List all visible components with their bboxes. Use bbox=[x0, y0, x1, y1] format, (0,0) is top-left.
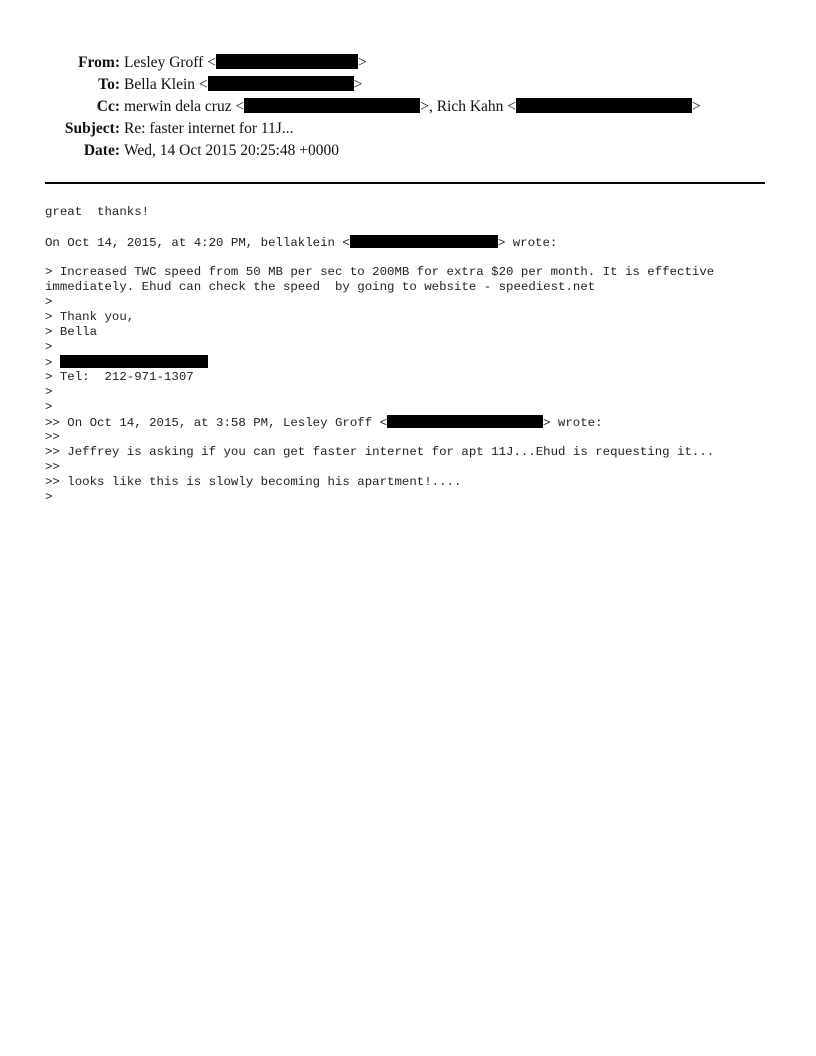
quote-intro-text: >> On Oct 14, 2015, at 3:58 PM, Lesley Groff < bbox=[45, 416, 388, 430]
date-row bbox=[0, 140, 816, 162]
body-line: > bbox=[45, 340, 53, 354]
cc-separator: >, Rich Kahn < bbox=[420, 98, 517, 115]
from-value bbox=[124, 52, 367, 74]
to-name: Bella Klein < bbox=[124, 76, 208, 93]
body-line: > Bella bbox=[45, 325, 98, 339]
redacted-email bbox=[387, 415, 543, 428]
body-line: >> bbox=[45, 430, 60, 444]
quote-intro-line bbox=[45, 415, 775, 430]
blank-line bbox=[45, 220, 775, 235]
body-line: > bbox=[45, 295, 53, 309]
redacted-email bbox=[208, 76, 354, 91]
body-line: > bbox=[45, 400, 53, 414]
subject-label: Subject: bbox=[64, 120, 120, 137]
body-line: >> looks like this is slowly becoming his apartment!.... bbox=[45, 475, 462, 489]
quote-intro-line bbox=[45, 235, 775, 250]
body-line: great thanks! bbox=[45, 205, 150, 219]
from-row bbox=[0, 52, 816, 74]
cc-value bbox=[124, 96, 701, 118]
header-divider bbox=[45, 182, 765, 184]
from-label: From: bbox=[78, 54, 120, 71]
date-label: Date: bbox=[83, 142, 120, 159]
date-value: Wed, 14 Oct 2015 20:25:48 +0000 bbox=[124, 142, 340, 159]
body-line: > Increased TWC speed from 50 MB per sec to 200MB for extra $20 per month. It is effective bbox=[45, 265, 715, 279]
quote-marker: > bbox=[45, 356, 60, 370]
body-line: immediately. Ehud can check the speed by going to website - speediest.net bbox=[45, 280, 596, 294]
body-line: >> bbox=[45, 460, 60, 474]
redacted-email bbox=[244, 98, 420, 113]
to-row bbox=[0, 74, 816, 96]
cc-name-1: merwin dela cruz < bbox=[124, 98, 245, 115]
cc-close: > bbox=[692, 98, 701, 115]
body-line: > bbox=[45, 385, 53, 399]
from-name: Lesley Groff < bbox=[124, 54, 216, 71]
cc-label: Cc: bbox=[96, 98, 120, 115]
body-line: >> Jeffrey is asking if you can get faster internet for apt 11J...Ehud is requesting it... bbox=[45, 445, 715, 459]
cc-row bbox=[0, 96, 816, 118]
to-label: To: bbox=[98, 76, 120, 93]
subject-row bbox=[0, 118, 816, 140]
quote-intro-suffix: > wrote: bbox=[497, 236, 558, 250]
email-body bbox=[45, 205, 775, 505]
signature-line bbox=[45, 355, 775, 370]
to-value bbox=[124, 74, 362, 96]
email-header bbox=[0, 52, 816, 162]
redacted-text bbox=[60, 355, 208, 368]
redacted-email bbox=[516, 98, 692, 113]
quote-intro-suffix: > wrote: bbox=[543, 416, 603, 430]
body-line: > Tel: 212-971-1307 bbox=[45, 370, 194, 384]
to-close: > bbox=[353, 76, 363, 93]
body-line: > bbox=[45, 490, 53, 504]
from-close: > bbox=[357, 54, 367, 71]
quote-intro-text: On Oct 14, 2015, at 4:20 PM, bellaklein < bbox=[45, 236, 350, 250]
redacted-email bbox=[350, 235, 498, 248]
body-line: > Thank you, bbox=[45, 310, 135, 324]
redacted-email bbox=[216, 54, 358, 69]
blank-line bbox=[45, 250, 775, 265]
subject-value: Re: faster internet for 11J... bbox=[124, 120, 294, 137]
